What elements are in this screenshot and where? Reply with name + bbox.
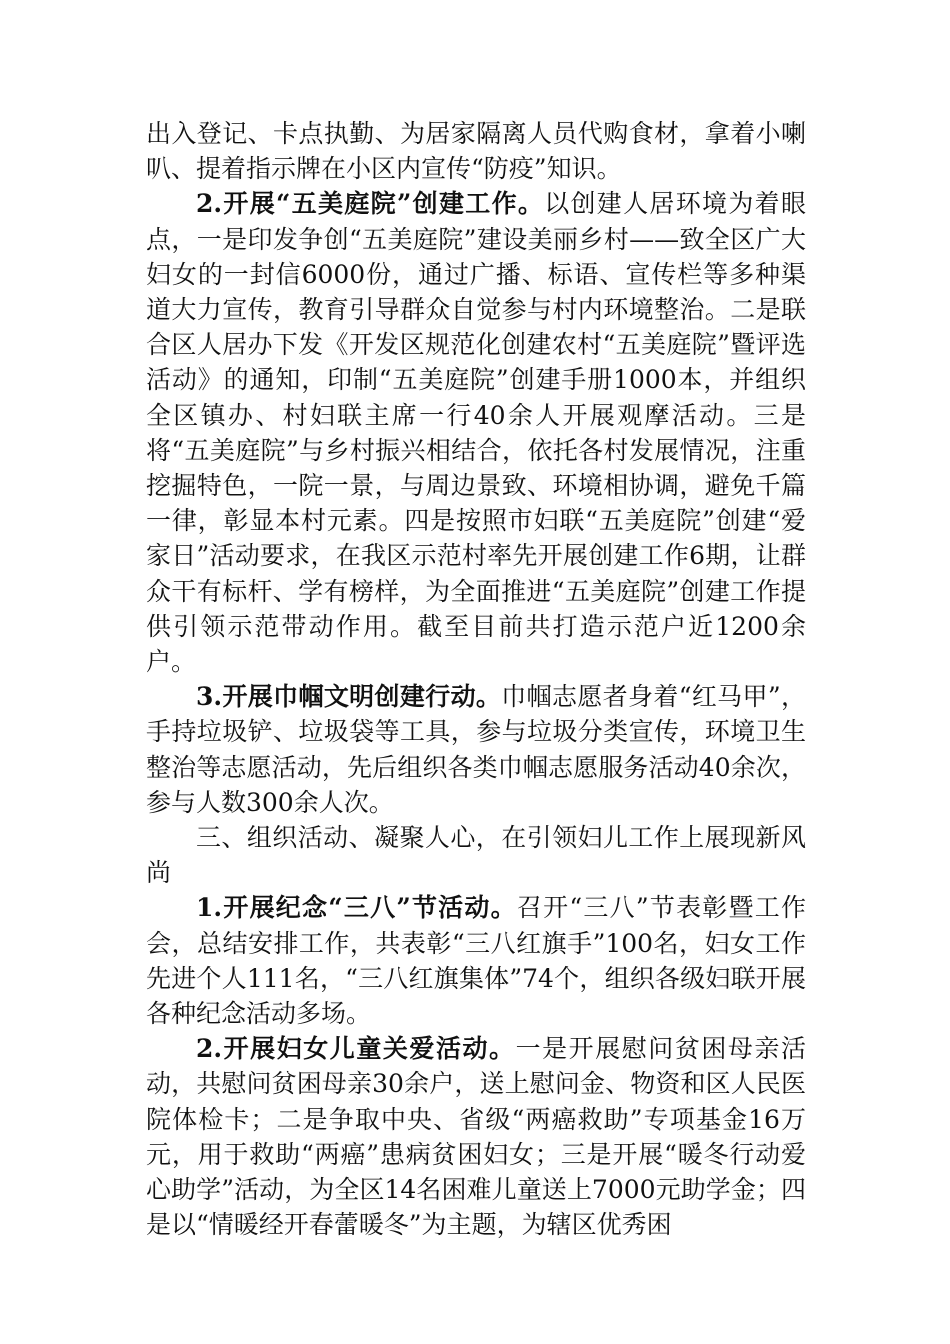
- paragraph-heading: 3.开展巾帼文明创建行动。: [196, 682, 502, 712]
- paragraph-continuation: 出入登记、卡点执勤、为居家隔离人员代购食材，拿着小喇叭、提着指示牌在小区内宣传“防疫”知识。: [146, 119, 806, 184]
- paragraph-text: 一是开展慰问贫困母亲活动，共慰问贫困母亲30余户，送上慰问金、物资和区人民医院体检卡；二是争取中央、省级“两癌救助”专项基金16万元，用于救助“两癌”患病贫困妇女；三是开展“暖冬行动爱心助学”活动，为全区14名困难儿童送上7000元助学金；四是以“情暖经开春蕾暖冬”为主题，为辖区优秀困: [146, 1034, 806, 1240]
- paragraph-text: 巾帼志愿者身着“红马甲”，手持垃圾铲、垃圾袋等工具，参与垃圾分类宣传，环境卫生整治等志愿活动，先后组织各类巾帼志愿服务活动40余次，参与人数300余人次。: [146, 682, 806, 817]
- paragraph-heading: 2.开展妇女儿童关爱活动。: [196, 1034, 516, 1064]
- paragraph-text: 召开“三八”节表彰暨工作会，总结安排工作，共表彰“三八红旗手”100名，妇女工作先进个人111名，“三八红旗集体”74个，组织各级妇联开展各种纪念活动多场。: [146, 893, 807, 1029]
- paragraph-civilization-action: [146, 679, 806, 820]
- document-body: [146, 116, 806, 1243]
- paragraph-heading: 2.开展“五美庭院”创建工作。: [196, 189, 545, 219]
- paragraph-womens-day: [146, 890, 806, 1031]
- section-heading: 三、组织活动、凝聚人心，在引领妇儿工作上展现新风尚: [146, 823, 806, 888]
- paragraph-heading: 1.开展纪念“三八”节活动。: [196, 893, 517, 923]
- paragraph-care-activities: [146, 1031, 806, 1242]
- paragraph-text: 以创建人居环境为着眼点，一是印发争创“五美庭院”建设美丽乡村——致全区广大妇女的一封信6000份，通过广播、标语、宣传栏等多种渠道大力宣传，教育引导群众自觉参与村内环境整治。二是联合区人居办下发《开发区规范化创建农村“五美庭院”暨评选活动》的通知，印制“五美庭院”创建手册1000本，并组织全区镇办、村妇联主席一行40余人开展观摩活动。三是将“五美庭院”与乡村振兴相结合，依托各村发展情况，注重挖掘特色，一院一景，与周边景致、环境相协调，避免千篇一律，彰显本村元素。四是按照市妇联“五美庭院”创建“爱家日”活动要求，在我区示范村率先开展创建工作6期，让群众干有标杆、学有榜样，为全面推进“五美庭院”创建工作提供引领示范带动作用。截至目前共打造示范户近1200余户。: [146, 189, 806, 677]
- paragraph-five-beauty-courtyard: [146, 186, 806, 679]
